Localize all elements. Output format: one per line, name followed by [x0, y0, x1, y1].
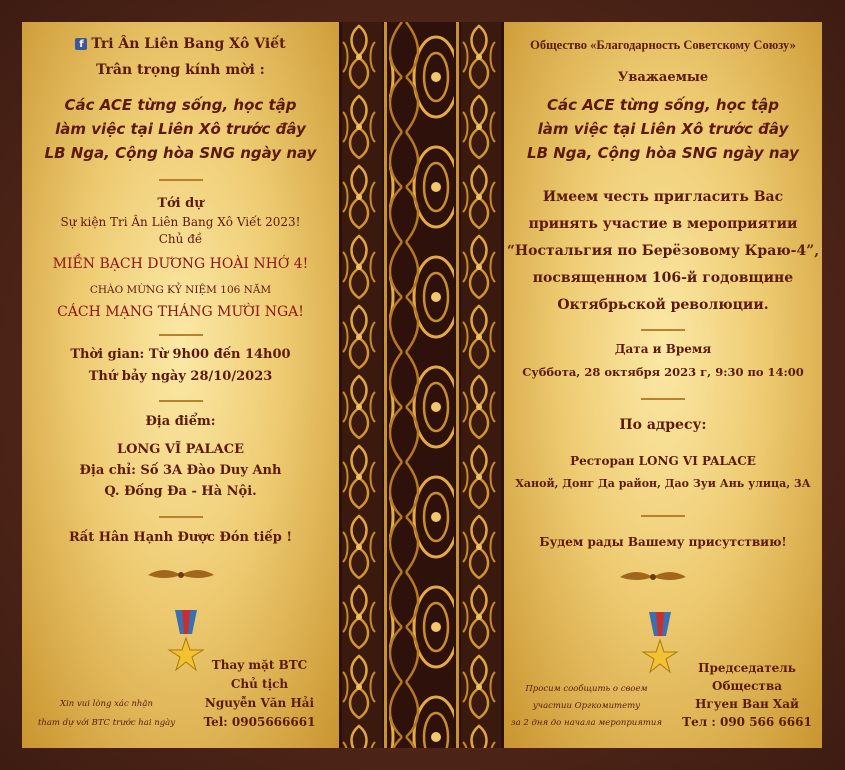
time-text: Thời gian: Từ 9h00 đến 14h00 — [70, 347, 291, 362]
address-label: По адресу: — [619, 417, 707, 433]
signature-name: Nguyễn Văn Hải — [204, 696, 315, 710]
guests-line-1: Các ACE từng sống, học tập — [546, 96, 780, 114]
venue-name: LONG VĨ PALACE — [116, 442, 245, 457]
rsvp-note-2: tham dự với BTC trước hai ngày — [37, 718, 176, 728]
header-text: Tri Ân Liên Bang Xô Viết — [91, 36, 286, 52]
divider — [159, 516, 203, 518]
body-line-3: “Ностальгия по Берёзовому Краю-4”, — [506, 243, 820, 259]
rsvp-note-3: за 2 дня до начала мероприятия — [510, 718, 663, 728]
signature-phone: Tel: 0905666661 — [203, 715, 316, 729]
guests-line-2: làm việc tại Liên Xô trước đây — [537, 120, 789, 138]
welcome-text: Будем рады Вашему присутствию! — [539, 535, 787, 549]
invite-text: Уважаемые — [617, 70, 709, 85]
body-line-4: посвященном 106-й годовщине — [532, 270, 794, 286]
attend-text: Tới dự — [157, 196, 204, 211]
floral-pattern — [339, 22, 504, 748]
guests-line-3: LB Nga, Cộng hòa SNG ngày nay — [44, 144, 317, 162]
divider — [641, 398, 685, 400]
signature-phone: Тел : 090 566 6661 — [682, 715, 812, 729]
divider — [159, 400, 203, 402]
address-line-1: Địa chỉ: Số 3A Đào Duy Anh — [79, 463, 282, 478]
divider — [641, 515, 685, 517]
body-line-2: принять участие в мероприятии — [528, 216, 798, 232]
header-line — [22, 36, 339, 52]
ornament-divider-icon — [146, 565, 216, 585]
divider — [641, 329, 685, 331]
body-line-1: Имеем честь пригласить Вас — [542, 189, 784, 205]
rsvp-note-2: участии Оргкомитету — [532, 701, 641, 711]
rsvp-note-1: Xin vui lòng xác nhận — [60, 699, 153, 709]
invitation-vietnamese — [22, 22, 339, 748]
guests-line-2: làm việc tại Liên Xô trước đây — [55, 120, 306, 138]
signature-line-2: Chủ tịch — [230, 677, 289, 691]
address-text: Ханой, Донг Да район, Дао Зуи Ань улица, 3А — [515, 477, 811, 490]
signature-line-1: Председатель — [698, 661, 796, 675]
center-ornament — [339, 22, 504, 748]
divider — [159, 179, 203, 181]
ornament-divider-icon — [618, 567, 688, 587]
invitation-russian — [504, 22, 822, 748]
revolution-text: CÁCH MẠNG THÁNG MƯỜI NGA! — [57, 304, 304, 320]
signature-name: Нгуен Ван Хай — [695, 697, 799, 711]
signature-line-2: Общества — [712, 679, 782, 693]
header-text: Общество «Благодарность Советскому Союзу» — [530, 38, 796, 52]
guests-line-3: LB Nga, Cộng hòa SNG ngày nay — [527, 144, 799, 162]
date-text: Суббота, 28 октября 2023 г, 9:30 по 14:00 — [522, 365, 804, 379]
divider — [159, 334, 203, 336]
celebrate-text: CHÀO MỪNG KỶ NIỆM 106 NĂM — [89, 284, 272, 296]
signature-line-1: Thay mặt BTC — [211, 658, 308, 672]
date-text: Thứ bảy ngày 28/10/2023 — [88, 369, 273, 384]
welcome-text: Rất Hân Hạnh Được Đón tiếp ! — [68, 530, 293, 545]
body-line-5: Октябрьской революции. — [557, 297, 769, 313]
event-title: MIỀN BẠCH DƯƠNG HOÀI NHỚ 4! — [52, 256, 309, 272]
venue-name: Ресторан LONG VI PALACE — [570, 454, 756, 468]
venue-label: Địa điểm: — [145, 414, 216, 429]
date-label: Дата и Время — [614, 342, 712, 356]
theme-label: Chủ đề — [158, 232, 203, 246]
rsvp-note-1: Просим сообщить о своем — [525, 684, 648, 694]
invite-text: Trân trọng kính mời : — [96, 62, 265, 78]
facebook-icon: f — [75, 38, 87, 50]
guests-line-1: Các ACE từng sống, học tập — [64, 96, 297, 114]
event-text: Sự kiện Tri Ân Liên Bang Xô Viết 2023! — [60, 215, 301, 229]
address-line-2: Q. Đống Đa - Hà Nội. — [104, 484, 257, 499]
